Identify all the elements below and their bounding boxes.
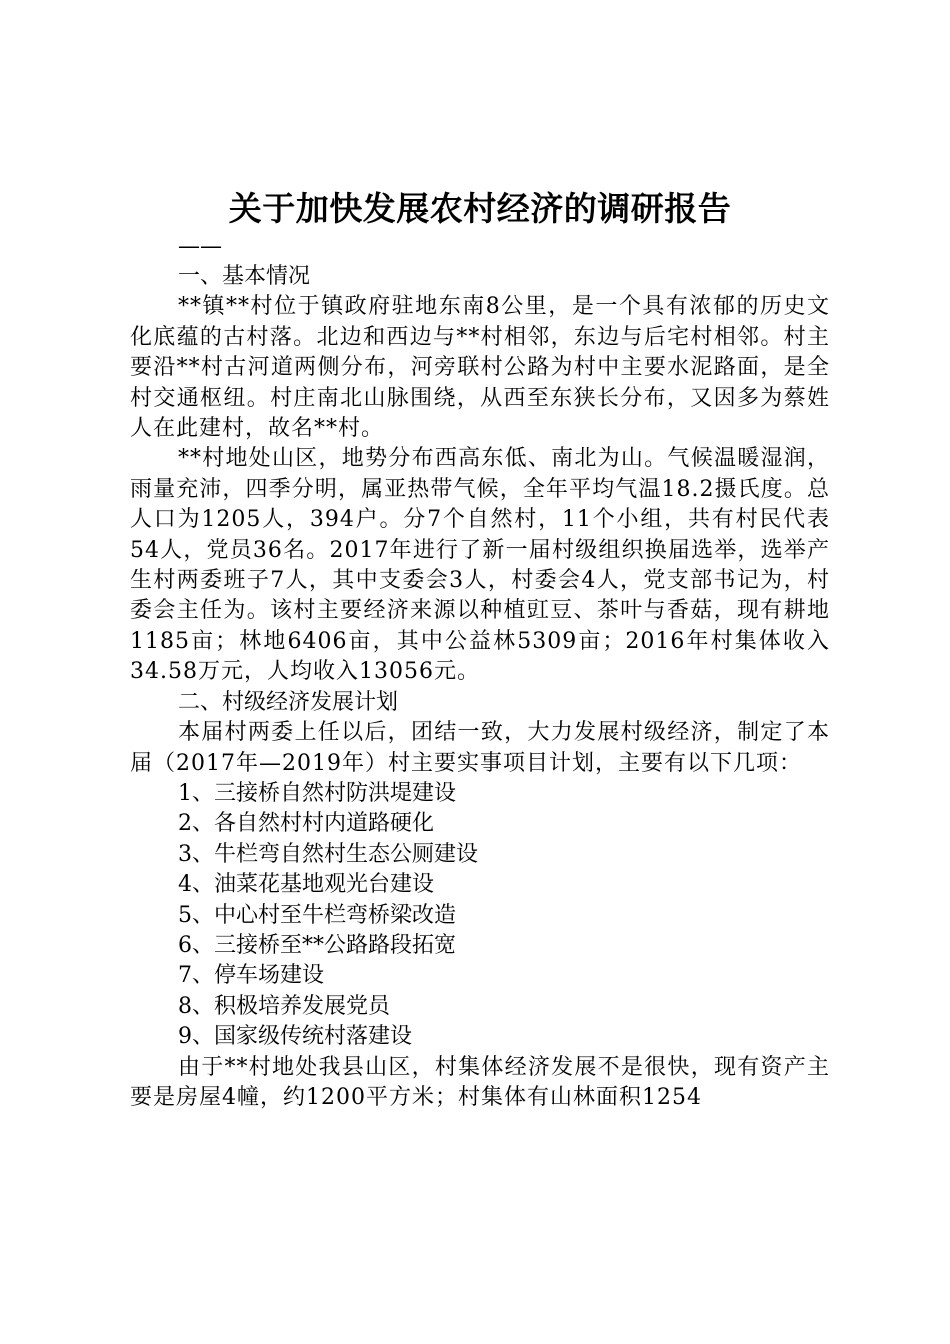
list-item: 7、停车场建设 — [178, 963, 324, 989]
document-page — [130, 186, 830, 1113]
section-heading-plan: 二、村级经济发展计划 — [178, 689, 399, 715]
paragraph-plan-intro: 本届村两委上任以后，团结一致，大力发展村级经济，制定了本届（2017年—2019年）村主要实事项目计划，主要有以下几项： — [130, 720, 830, 776]
section-heading-basic: 一、基本情况 — [178, 264, 311, 289]
list-item: 5、中心村至牛栏弯桥梁改造 — [178, 902, 456, 928]
list-item: 2、各自然村村内道路硬化 — [178, 811, 434, 837]
list-item: 4、油菜花基地观光台建设 — [178, 872, 434, 898]
list-item: 9、国家级传统村落建设 — [178, 1024, 412, 1050]
list-item: 1、三接桥自然村防洪堤建设 — [178, 780, 456, 806]
paragraph-location: **镇**村位于镇政府驻地东南8公里，是一个具有浓郁的历史文化底蕴的古村落。北边和西边与**村相邻，东边与后宅村相邻。村主要沿**村古河道两侧分布，河旁联村公路为村中主要水泥路面，是全村交通枢纽。村庄南北山脉围绕，从西至东狭长分布，又因多为蔡姓人在此建村，故名**村。 — [130, 294, 830, 442]
document-title: 关于加快发展农村经济的调研报告 — [228, 189, 732, 228]
paragraph-demographics: **村地处山区，地势分布西高东低、南北为山。气候温暖湿润，雨量充沛，四季分明，属亚热带气候，全年平均气温18.2摄氏度。总人口为1205人，394户。分7个自然村，11个小组，共有村民代表54人，党员36名。2017年进行了新一届村级组织换届选举，选举产生村两委班子7人，其中支委会3人，村委会4人，党支部书记为，村委会主任为。该村主要经济来源以种植豇豆、茶叶与香菇，现有耕地1185亩；林地6406亩，其中公益林5309亩；2016年村集体收入34.58万元，人均收入13056元。 — [130, 446, 830, 685]
list-item: 6、三接桥至**公路路段拓宽 — [178, 932, 456, 958]
list-item: 8、积极培养发展党员 — [178, 993, 390, 1019]
subtitle-dash: —— — [178, 234, 222, 259]
paragraph-assets: 由于**村地处我县山区，村集体经济发展不是很快，现有资产主要是房屋4幢，约1200平方米；村集体有山林面积1254 — [130, 1054, 830, 1110]
list-item: 3、牛栏弯自然村生态公厕建设 — [178, 841, 478, 867]
